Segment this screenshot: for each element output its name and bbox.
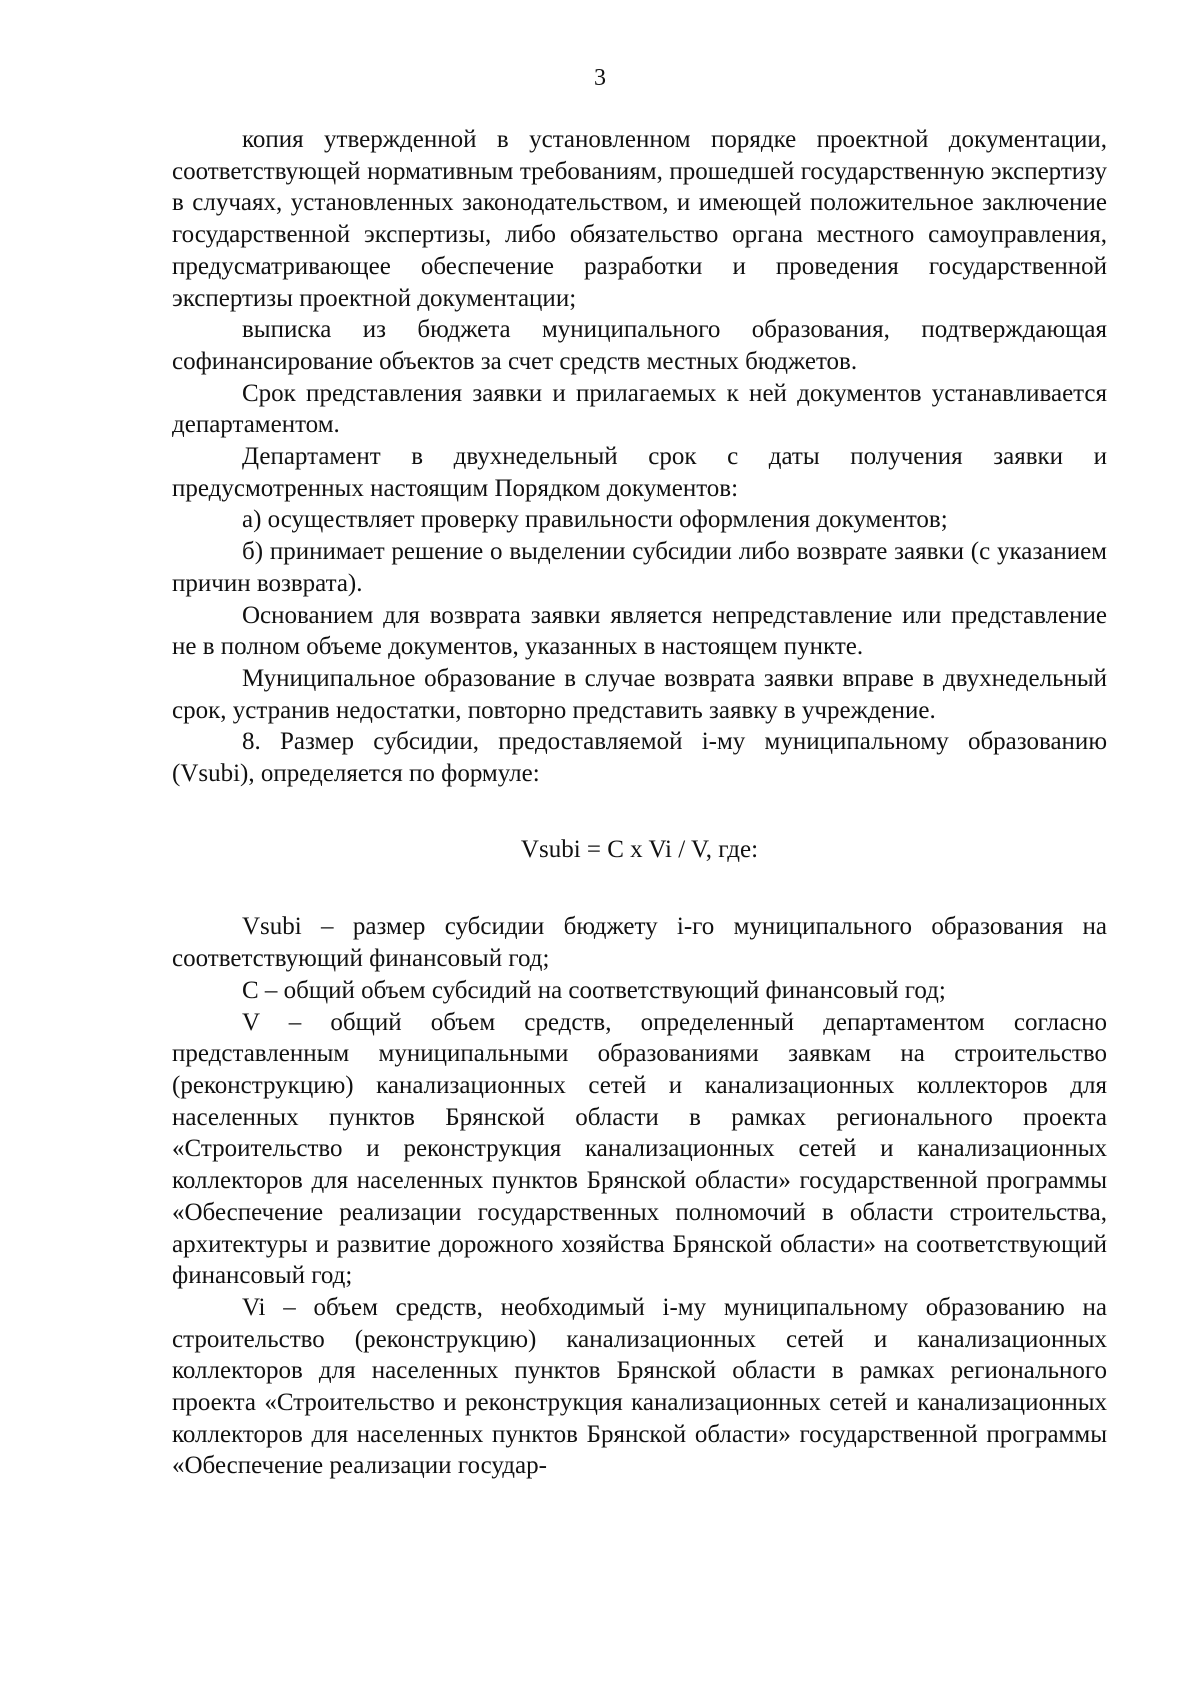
- paragraph-item-a: а) осуществляет проверку правильности оформления документов;: [242, 506, 948, 534]
- paragraph-project-documentation: копия утвержденной в установленном порядке проектной документации, соответствующей нормативным требованиям, прошедшей государственную экспертизу в случаях, установленных законодательством, и имеющей положительное заключение государственной экспертизы, либо обязательство органа местного самоуправления, предусматривающее обеспечение разработки и проведения государственной экспертизы проектной документации;: [172, 126, 1107, 312]
- paragraph-definition-c: C – общий объем субсидий на соответствующий финансовый год;: [242, 976, 946, 1004]
- paragraph-definition-vi: Vi – объем средств, необходимый i-му муниципальному образованию на строительство (реконструкцию) канализационных сетей и канализационных коллекторов для населенных пунктов Брянской области в рамках регионального проекта «Строительство и реконструкция канализационных сетей и канализационных коллекторов для населенных пунктов Брянской области» государственной программы «Обеспечение реализации государ-: [172, 1293, 1107, 1480]
- paragraph-subsidy-size: 8. Размер субсидии, предоставляемой i-му муниципальному образованию (Vsubi), определяется по формуле:: [172, 728, 1107, 788]
- paragraph-item-b: б) принимает решение о выделении субсидии либо возврате заявки (с указанием причин возврата).: [172, 538, 1107, 597]
- page-number: 3: [594, 65, 606, 91]
- paragraph-definition-v: V – общий объем средств, определенный департаментом согласно представленным муниципальными образованиями заявкам на строительство (реконструкцию) канализационных сетей и канализационных коллекторов для населенных пунктов Брянской области в рамках регионального проекта «Строительство и реконструкция канализационных сетей и канализационных коллекторов для населенных пунктов Брянской области» государственной программы «Обеспечение реализации государственных полномочий в области строительства, архитектуры и развитие дорожного хозяйства Брянской области» на соответствующий финансовый год;: [172, 1008, 1107, 1290]
- paragraph-definition-vsubi: Vsubi – размер субсидии бюджету i-го муниципального образования на соответствующий финансовый год;: [172, 913, 1107, 973]
- paragraph-resubmission: Муниципальное образование в случае возврата заявки вправе в двухнедельный срок, устранив недостатки, повторно представить заявку в учреждение.: [172, 664, 1107, 724]
- paragraph-department-review: Департамент в двухнедельный срок с даты получения заявки и предусмотренных настоящим Порядком документов:: [172, 443, 1107, 502]
- paragraph-budget-extract: выписка из бюджета муниципального образования, подтверждающая софинансирование объектов за счет средств местных бюджетов.: [172, 316, 1107, 375]
- paragraph-return-grounds: Основанием для возврата заявки является непредставление или представление не в полном объеме документов, указанных в настоящем пункте.: [172, 601, 1107, 661]
- paragraph-submission-deadline: Срок представления заявки и прилагаемых к ней документов устанавливается департаментом.: [172, 379, 1107, 439]
- document-body: [172, 124, 1107, 1482]
- subsidy-formula: Vsubi = C x Vi / V, где:: [520, 835, 759, 863]
